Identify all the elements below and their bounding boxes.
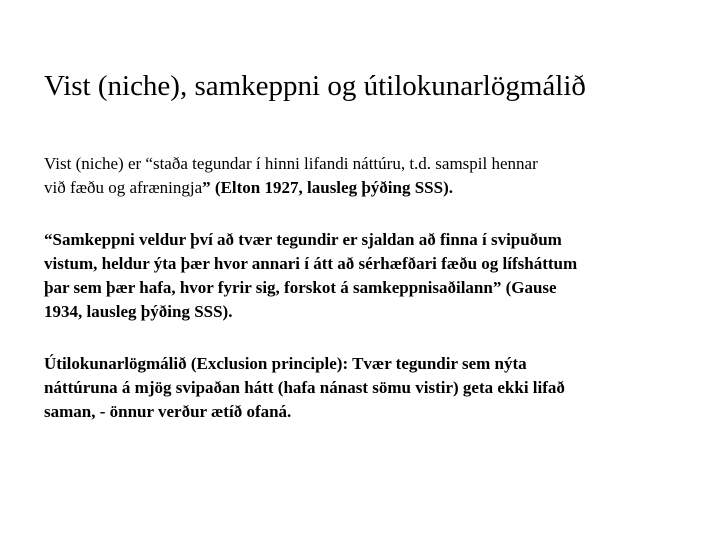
paragraph-line: Útilokunarlögmálið (Exclusion principle): Tvær tegundir sem nýta	[44, 354, 527, 373]
paragraph-niche-definition	[44, 152, 694, 200]
paragraph-line	[44, 152, 694, 176]
paragraph-competition-quote	[44, 228, 694, 324]
paragraph-line: náttúruna á mjög svipaðan hátt (hafa nánast sömu vistir) geta ekki lifað	[44, 378, 565, 397]
quote-run: “staða tegundar í hinni lifandi náttúru, t.d. samspil hennar	[145, 154, 538, 173]
paragraph-line	[44, 176, 694, 200]
slide-body	[44, 152, 694, 424]
paragraph-line: “Samkeppni veldur því að tvær tegundir er sjaldan að finna í svipuðum	[44, 230, 562, 249]
citation-run: ” (Elton 1927, lausleg þýðing SSS).	[202, 178, 453, 197]
slide-title: Vist (niche), samkeppni og útilokunarlögmálið	[44, 70, 586, 102]
paragraph-line: saman, - önnur verður ætíð ofaná.	[44, 402, 292, 421]
paragraph-line: þar sem þær hafa, hvor fyrir sig, forskot á samkeppnisaðilann” (Gause	[44, 278, 557, 297]
text-run: Vist (niche) er	[44, 154, 146, 173]
paragraph-line: vistum, heldur ýta þær hvor annari í átt að sérhæfðari fæðu og lífsháttum	[44, 254, 578, 273]
paragraph-exclusion-principle	[44, 352, 694, 424]
quote-run: við fæðu og afræningja	[44, 178, 203, 197]
paragraph-line: 1934, lausleg þýðing SSS).	[44, 302, 233, 321]
